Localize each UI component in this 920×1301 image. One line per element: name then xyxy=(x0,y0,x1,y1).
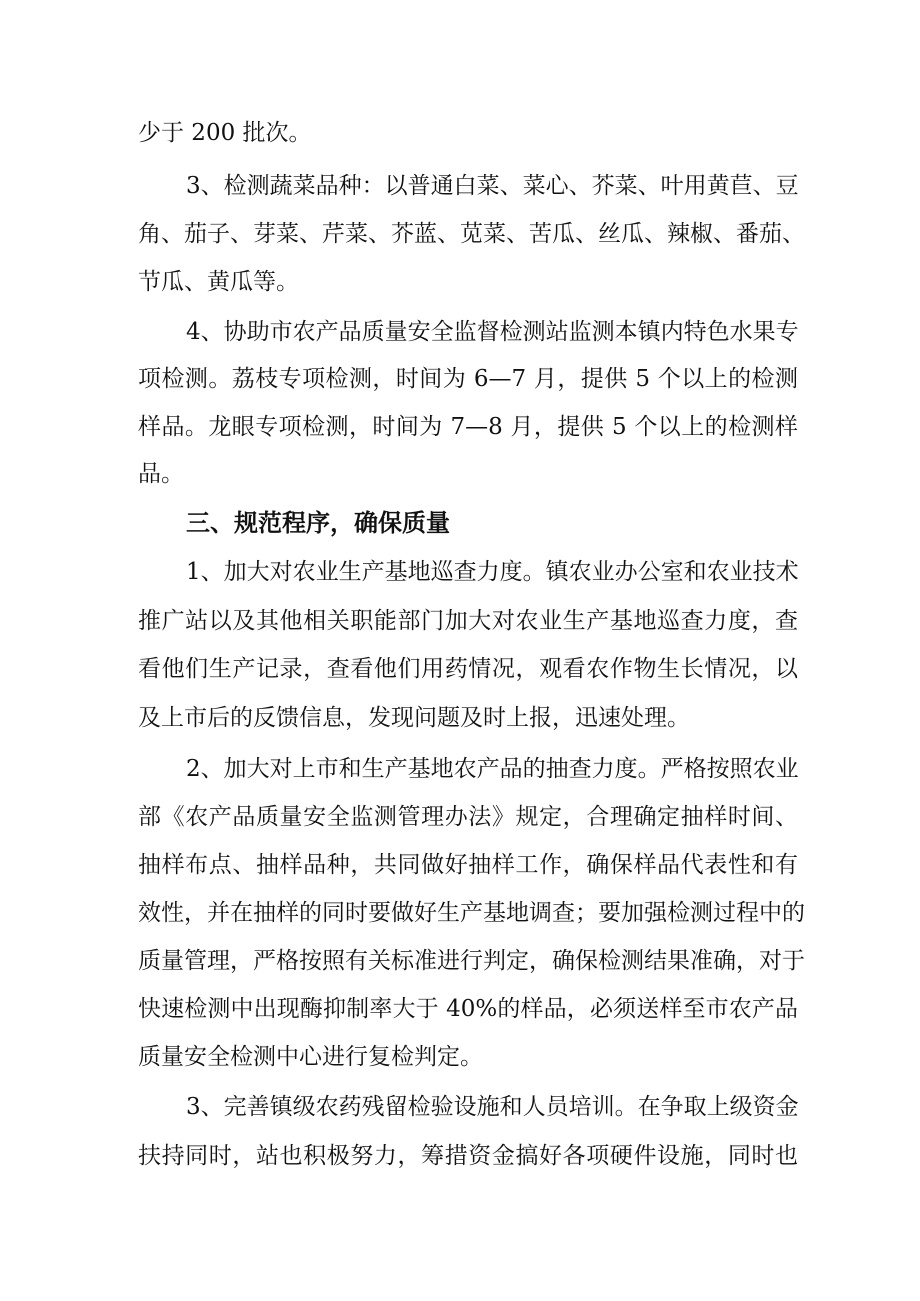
paragraph-3-line-3: 节瓜、黄瓜等。 xyxy=(138,269,299,295)
paragraph-4-line-4: 品。 xyxy=(138,461,184,487)
section-3-paragraph-1-line-4: 及上市后的反馈信息，发现问题及时上报，迅速处理。 xyxy=(138,705,690,731)
paragraph-4-line-2: 项检测。荔枝专项检测，时间为 6—7 月，提供 5 个以上的检测 xyxy=(138,366,798,392)
paragraph-4-line-3: 样品。龙眼专项检测，时间为 7—8 月，提供 5 个以上的检测样 xyxy=(138,414,798,440)
section-3-paragraph-1-line-3: 看他们生产记录，查看他们用药情况，观看农作物生长情况，以 xyxy=(138,656,798,682)
section-3-paragraph-2-line-7: 质量安全检测中心进行复检判定。 xyxy=(138,1044,483,1070)
section-3-paragraph-2-line-2: 部《农产品质量安全监测管理办法》规定，合理确定抽样时间、 xyxy=(138,804,798,830)
section-3-heading: 三、规范程序，确保质量 xyxy=(186,509,450,537)
paragraph-3-line-2: 角、茄子、芽菜、芹菜、芥蓝、苋菜、苦瓜、丝瓜、辣椒、番茄、 xyxy=(138,221,805,247)
section-3-paragraph-1-line-1: 1、加大对农业生产基地巡查力度。镇农业办公室和农业技术 xyxy=(186,559,799,585)
section-3-paragraph-2-line-5: 质量管理，严格按照有关标准进行判定，确保检测结果准确，对于 xyxy=(138,948,805,974)
section-3-paragraph-2-line-3: 抽样布点、抽样品种，共同做好抽样工作，确保样品代表性和有 xyxy=(138,852,798,878)
section-3-paragraph-3-line-1: 3、完善镇级农药残留检验设施和人员培训。在争取上级资金 xyxy=(186,1094,799,1120)
section-3-paragraph-3-line-2: 扶持同时，站也积极努力，筹措资金搞好各项硬件设施，同时也 xyxy=(138,1143,798,1169)
section-3-paragraph-2-line-6: 快速检测中出现酶抑制率大于 40%的样品，必须送样至市农产品 xyxy=(138,996,798,1022)
section-3-paragraph-2-line-1: 2、加大对上市和生产基地农产品的抽查力度。严格按照农业 xyxy=(186,756,799,782)
paragraph-3-line-1: 3、检测蔬菜品种：以普通白菜、菜心、芥菜、叶用黄苣、豆 xyxy=(186,173,799,199)
section-3-paragraph-2-line-4: 效性，并在抽样的同时要做好生产基地调查；要加强检测过程中的 xyxy=(138,900,805,926)
paragraph-intro-line-1: 少于 200 批次。 xyxy=(138,120,312,146)
section-3-paragraph-1-line-2: 推广站以及其他相关职能部门加大对农业生产基地巡查力度，查 xyxy=(138,608,798,634)
paragraph-4-line-1: 4、协助市农产品质量安全监督检测站监测本镇内特色水果专 xyxy=(186,319,799,345)
